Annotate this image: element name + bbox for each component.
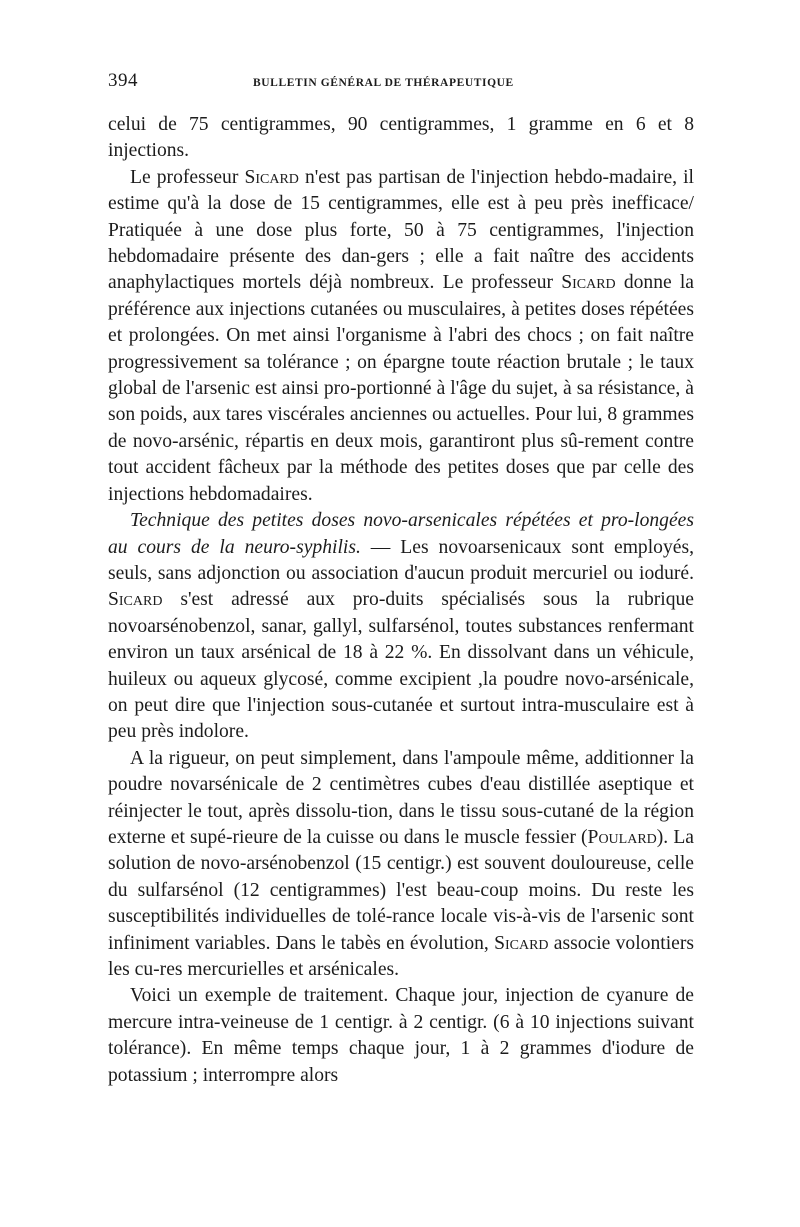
text-run: — Les novoarsenicaux sont employés, seuls, sans adjonction ou association d'aucun produit mercuriel ou ioduré. xyxy=(108,536,694,584)
author-name: Sicard xyxy=(108,589,163,611)
body-text xyxy=(108,112,694,1089)
document-page xyxy=(108,0,695,1086)
text-run: Voici un exemple de traitement. Chaque jour, injection de cyanure de mercure intra-veineuse de 1 centigr. à 2 centigr. (6 à 10 injections suivant tolérance). En même temps chaque jour, 1 à 2 grammes d'iodure de potassium ; interrompre alors xyxy=(108,985,694,1086)
text-run: s'est adressé aux pro-duits spécialisés sous la rubrique novoarsénobenzol, sanar, gallyl, sulfarsénol, toutes substances renfermant environ un taux arsénical de 18 à 22 %. En dissolvant dans un véhicule, huileux ou aqueux glycosé, comme excipient ,la poudre novo-arsénicale, on peut dire que l'injection sous-cutanée et surtout intra-musculaire est à peu près indolore. xyxy=(108,589,694,743)
paragraph-3 xyxy=(108,508,694,746)
text-run: A la rigueur, on peut simplement, dans l'ampoule même, additionner la poudre novarsénicale de 2 centimètres cubes d'eau distillée aseptique et réinjecter le tout, après dissolu-tion, dans le tissu sous-cutané de la région externe et supé-rieure de la cuisse ou dans le muscle fessier ( xyxy=(108,747,694,848)
section-heading: Technique des petites doses novo-arsenicales répétées et pro-longées au cours de la neuro-syphilis. xyxy=(108,510,694,558)
text-run: n'est pas partisan de l'injection hebdo-madaire, il estime qu'à la dose de 15 centigrammes, elle est à peu près inefficace/ Pratiquée à une dose plus forte, 50 à 75 centigrammes, l'injection hebdomadaire présente des dan-gers ; elle a fait naître des accidents anaphylactiques mortels déjà nombreux. Le professeur xyxy=(108,166,695,294)
text-run: ). La solution de novo-arsénobenzol (15 centigr.) est souvent douloureuse, celle du sulfarsénol (12 centigrammes) l'est beau-coup moins. Du reste les susceptibilités individuelles de tolé-rance locale vis-à-vis de l'arsenic sont infiniment variables. Dans le tabès en évolution, xyxy=(108,826,694,954)
author-name: Sicard xyxy=(244,166,299,188)
paragraph-2 xyxy=(108,165,694,508)
page-header xyxy=(108,0,694,110)
author-name: Sicard xyxy=(561,272,616,294)
paragraph-1 xyxy=(108,112,694,165)
author-name: Sicard xyxy=(494,932,549,954)
paragraph-5 xyxy=(108,983,694,1089)
text-run: associe volontiers les cu-res mercurielles et arsénicales. xyxy=(108,932,694,980)
page-number: 394 xyxy=(108,70,138,91)
text-run: Le professeur xyxy=(130,166,245,188)
running-title: BULLETIN GÉNÉRAL DE THÉRAPEUTIQUE xyxy=(253,77,514,89)
paragraph-4 xyxy=(108,746,694,984)
text-run: celui de 75 centigrammes, 90 centigrammes, 1 gramme en 6 et 8 injections. xyxy=(108,114,694,162)
text-run: donne la préférence aux injections cutanées ou musculaires, à petites doses répétées et prolongées. On met ainsi l'organisme à l'abri des chocs ; on fait naître progressivement sa tolérance ; on épargne toute réaction brutale ; le taux global de l'arsenic est ainsi pro-portionné à l'âge du sujet, à sa résistance, à son poids, aux tares viscérales anciennes ou actuelles. Pour lui, 8 grammes de novo-arsénic, répartis en deux mois, garantiront plus sû-rement contre tout accident fâcheux par la méthode des petites doses que par celle des injections hebdomadaires. xyxy=(108,272,694,505)
author-name: Poulard xyxy=(587,826,657,848)
